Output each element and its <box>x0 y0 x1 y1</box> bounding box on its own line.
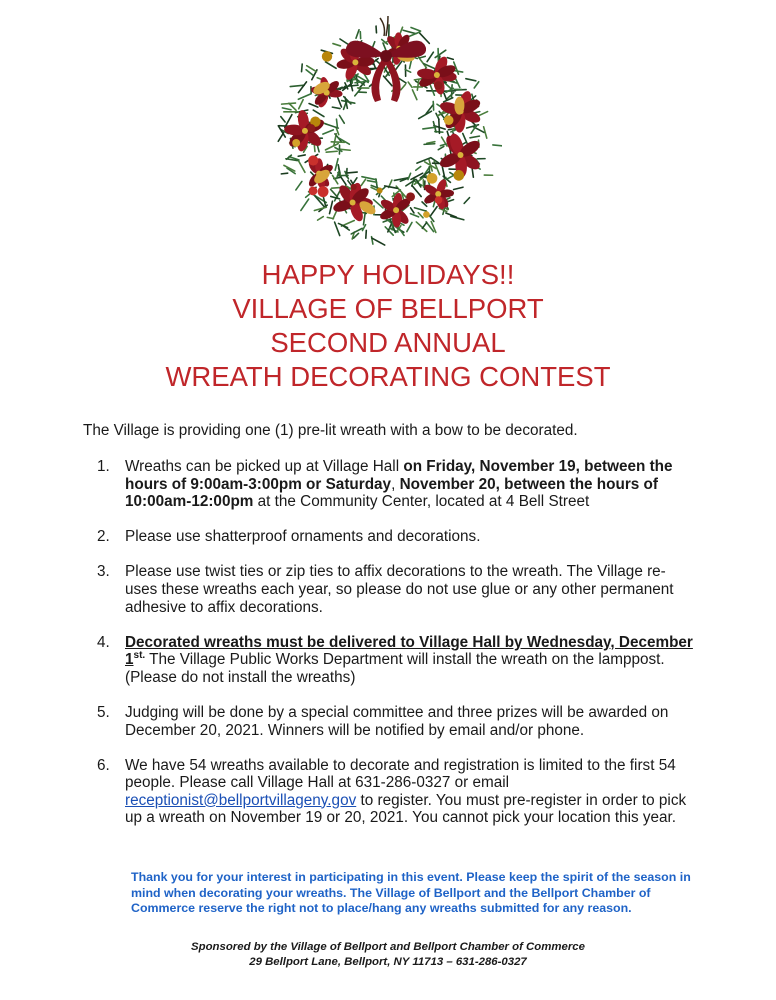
title-block <box>0 258 776 394</box>
pine-needle <box>325 62 336 68</box>
ornament-ball <box>307 124 315 132</box>
rule-number: 1. <box>97 458 110 475</box>
rule-text: to register. You must pre-register in order to pick up a wreath on November 19 or 20, 2021. You cannot pick your location this year. <box>125 791 687 827</box>
rule-deadline-text: Decorated wreaths must be delivered to Village Hall by Wednesday, December 1 <box>125 633 693 669</box>
poinsettia-center <box>352 59 358 65</box>
rule-item-2 <box>97 528 697 546</box>
rule-bold-text: on Friday, November 19, between the hours of 9:00am-3:00pm or Saturday <box>125 458 673 493</box>
ornament-ball <box>444 115 454 125</box>
rule-bold-text: November 20, between the hours of 10:00am-12:00pm <box>125 475 658 511</box>
ornament-ball <box>377 187 383 193</box>
pine-needle <box>454 187 463 189</box>
ornament-ball <box>423 211 430 218</box>
pine-needle <box>281 117 285 122</box>
wreath-sprig <box>380 16 388 36</box>
pine-needle <box>384 76 393 86</box>
pine-needle <box>419 111 432 118</box>
pine-needle <box>326 151 337 152</box>
pine-needle <box>464 198 469 204</box>
rule-text: We have 54 wreaths available to decorate and registration is limited to the first 54 people. Please call Village Hall at 631-286-0327 or email <box>125 756 676 792</box>
pine-needle <box>438 146 444 149</box>
pine-needle <box>451 216 464 219</box>
ornament-ball <box>318 186 329 197</box>
pine-needle <box>419 56 425 58</box>
pine-needle <box>470 136 479 138</box>
poinsettia-center <box>435 191 441 197</box>
ornament-ball <box>351 184 357 190</box>
pine-needle <box>430 207 437 217</box>
pine-needle <box>403 30 416 33</box>
pine-needle <box>306 70 313 76</box>
pine-needle <box>411 27 421 31</box>
ornament-ball <box>322 51 332 61</box>
pine-needle <box>362 225 365 231</box>
ornament-ball <box>453 170 464 181</box>
pine-needle <box>451 85 452 98</box>
rule-number: 5. <box>97 703 110 721</box>
rule-item-3 <box>97 563 697 616</box>
pine-needle <box>323 130 333 134</box>
holiday-wreath-illustration <box>270 14 502 246</box>
pine-needle <box>282 103 296 104</box>
title-line-1: HAPPY HOLIDAYS!! <box>261 259 515 290</box>
rule-text: Please use twist ties or zip ties to affix decorations to the wreath. The Village re-uses these wreaths each year, so please do not use glue or any other permanent adhesive to affix decorations. <box>125 563 674 616</box>
ornament-ball <box>435 196 443 204</box>
ornament-ball <box>292 139 300 147</box>
pine-needle <box>301 199 309 210</box>
pine-needle <box>427 52 433 61</box>
title-line-3: SECOND ANNUAL <box>270 327 506 358</box>
pine-needle <box>351 228 362 234</box>
rule-superscript: st. <box>133 650 146 662</box>
rule-text: The Village Public Works Department will install the wreath on the lamppost. (Please do not install the wreaths) <box>125 651 665 686</box>
pine-needle <box>423 127 436 129</box>
pine-needle <box>424 144 435 145</box>
pine-needle <box>347 172 357 173</box>
pine-needle <box>447 58 453 60</box>
thank-you-note: Thank you for your interest in participating in this event. Please keep the spirit of the season in mind when decorating your wreaths. The Village of Bellport and the Bellport Chamber of Commerce reserve the right not to place/hang any wreaths submitted for any reason. <box>131 870 691 916</box>
pine-needle <box>317 145 319 152</box>
rule-number: 4. <box>97 633 110 651</box>
pine-needle <box>372 42 374 48</box>
pine-needle <box>366 230 367 238</box>
ornament-ball <box>434 81 443 90</box>
pine-needle <box>416 166 421 170</box>
pine-needle <box>383 43 386 50</box>
pine-needle <box>298 94 311 100</box>
pine-needle <box>439 119 440 133</box>
pine-needle <box>332 107 340 108</box>
poinsettia-center <box>350 199 356 205</box>
poinsettia-center <box>457 152 463 158</box>
pine-needle <box>318 217 324 221</box>
rule-item-6 <box>97 757 697 827</box>
pine-needle <box>290 85 304 86</box>
address-line: 29 Bellport Lane, Bellport, NY 11713 – 631-286-0327 <box>249 955 527 968</box>
pine-needle <box>296 181 302 189</box>
poinsettia-center <box>302 128 308 134</box>
pine-needle <box>411 208 414 213</box>
rule-item-5 <box>97 704 697 739</box>
pine-needle <box>329 201 332 213</box>
rule-text: Please use shatterproof ornaments and decorations. <box>125 528 481 546</box>
pine-needle <box>282 108 291 110</box>
pine-needle <box>367 181 376 183</box>
pine-needle <box>338 137 350 144</box>
pine-needle <box>407 222 412 231</box>
pine-needle <box>362 177 376 180</box>
pine-needle <box>408 173 411 179</box>
pine-needle <box>417 80 418 90</box>
pine-needle <box>361 179 365 185</box>
email-link[interactable]: receptionist@bellportvillageny.gov <box>125 791 357 809</box>
pine-needle <box>401 84 406 89</box>
rule-number: 6. <box>97 756 110 774</box>
pine-needle <box>340 149 350 150</box>
pine-needle <box>433 201 435 207</box>
ornament-ball <box>308 155 318 165</box>
pine-needle <box>422 222 426 228</box>
rule-number: 3. <box>97 563 110 581</box>
bow-knot <box>380 50 392 62</box>
pine-needle <box>302 64 303 72</box>
ornament-ball <box>309 187 318 196</box>
ornament-ball <box>427 173 438 184</box>
sponsor-footer <box>0 940 776 969</box>
intro-text: The Village is providing one (1) pre-lit wreath with a bow to be decorated. <box>83 422 578 439</box>
rules-list <box>97 458 697 845</box>
pine-needle <box>313 110 324 116</box>
pine-needle <box>336 119 337 126</box>
pine-needle <box>337 96 341 107</box>
rule-text: at the Community Center, located at 4 Bell Street <box>253 493 590 511</box>
sponsor-line: Sponsored by the Village of Bellport and Bellport Chamber of Commerce <box>191 941 585 953</box>
rule-text: , <box>391 475 400 493</box>
pine-needle <box>372 238 385 245</box>
ornament-ball <box>406 192 415 201</box>
title-line-2: VILLAGE OF BELLPORT <box>232 293 544 324</box>
poinsettia-center <box>393 207 399 213</box>
pine-needle <box>333 44 341 46</box>
pine-needle <box>412 90 416 100</box>
pine-needle <box>474 82 479 88</box>
pine-needle <box>338 173 346 185</box>
pine-needle <box>436 113 439 119</box>
pine-needle <box>466 79 476 81</box>
pine-needle <box>444 94 446 100</box>
title-line-4: WREATH DECORATING CONTEST <box>165 361 611 392</box>
poinsettia-center <box>434 72 440 78</box>
pine-needle <box>493 145 502 146</box>
bow-loop-left <box>346 41 386 58</box>
rule-number: 2. <box>97 528 110 546</box>
pine-needle <box>414 208 425 211</box>
pine-needle <box>363 215 364 225</box>
rule-text: Judging will be done by a special committee and three prizes will be awarded on December 20, 2021. Winners will be notified by email and/or phone. <box>125 703 669 739</box>
rule-text: Wreaths can be picked up at Village Hall <box>125 458 404 475</box>
pine-needle <box>356 30 359 38</box>
pine-needle <box>339 115 344 123</box>
pine-needle <box>410 214 418 217</box>
rule-item-1 <box>97 458 697 511</box>
rule-item-4 <box>97 634 697 687</box>
pine-needle <box>298 155 305 156</box>
pine-needle <box>281 173 287 174</box>
pine-needle <box>298 160 305 173</box>
pine-needle <box>408 82 412 87</box>
pine-needle <box>299 100 303 109</box>
pine-needle <box>323 196 325 205</box>
pine-needle <box>298 82 306 93</box>
pine-needle <box>440 144 446 146</box>
